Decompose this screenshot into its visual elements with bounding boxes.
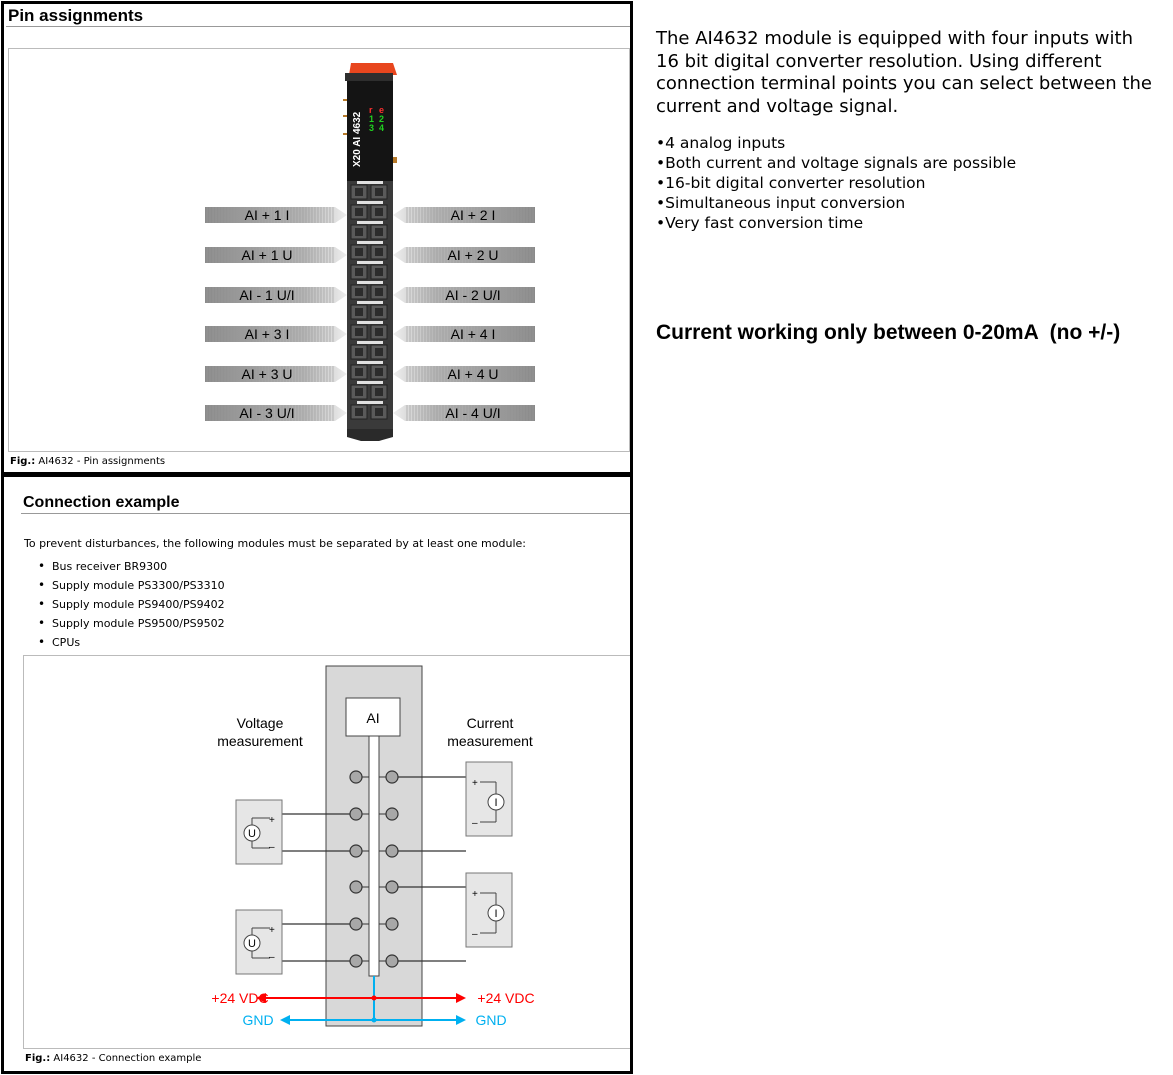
pin-label-right [393, 326, 535, 342]
terminal-hole [355, 208, 363, 216]
list-item: • CPUs [38, 633, 225, 652]
terminal-hole [375, 288, 383, 296]
conn-title-rule [21, 513, 631, 514]
terminal-point [350, 881, 362, 893]
pin-assignments-panel [1, 1, 633, 475]
terminal-point [350, 845, 362, 857]
minus-sign: – [472, 818, 478, 829]
i-symbol: I [494, 797, 498, 809]
terminal-hole [355, 328, 363, 336]
pin-label-left [205, 405, 347, 421]
terminal-hole [375, 188, 383, 196]
terminal-hole [355, 348, 363, 356]
list-item: • Supply module PS9400/PS9402 [38, 595, 225, 614]
terminal-clip [357, 201, 383, 204]
terminal-hole [375, 228, 383, 236]
terminal-hole [375, 328, 383, 336]
led-e: e [379, 105, 385, 115]
terminal-hole [375, 268, 383, 276]
terminal-point [350, 918, 362, 930]
pin-label-left [205, 366, 347, 382]
terminal-hole [355, 268, 363, 276]
pin-figure [8, 48, 630, 452]
pin-label-text: AI - 1 U/I [239, 287, 295, 303]
ai-label: AI [366, 710, 380, 726]
terminal-point [350, 808, 362, 820]
terminal-clip [357, 221, 383, 224]
terminal-clip [357, 401, 383, 404]
module-description: The AI4632 module is equipped with four inputs with 16 bit digital converter resolution. Using different connection terminal points you can select between the current and voltage signal. [656, 28, 1152, 117]
pin-label-text: AI - 2 U/I [445, 287, 501, 303]
terminal-hole [355, 288, 363, 296]
led-4: 4 [379, 123, 385, 133]
i-symbol: I [494, 908, 498, 920]
pin-assignment-diagram [9, 49, 629, 451]
right-pin-labels [393, 207, 535, 421]
voltage-label-1: Voltage [236, 715, 284, 731]
gnd-label-right: GND [475, 1012, 507, 1028]
current-label-1: Current [466, 715, 514, 731]
terminal-hole [355, 188, 363, 196]
terminal-hole [375, 248, 383, 256]
pin-label-text: AI + 1 I [244, 207, 290, 223]
feature-item: •Very fast conversion time [656, 214, 864, 232]
terminal-point [386, 808, 398, 820]
terminal-hole [375, 368, 383, 376]
module-label: X20 AI 4632 [352, 111, 363, 167]
terminal-point [386, 845, 398, 857]
terminal-clip [357, 361, 383, 364]
separation-intro: To prevent disturbances, the following modules must be separated by at least one module: [24, 537, 526, 550]
conn-caption-text: AI4632 - Connection example [50, 1053, 202, 1064]
current-source-2 [466, 873, 512, 947]
plus-sign: + [472, 889, 478, 900]
title-rule [6, 26, 630, 27]
terminal-clip [357, 381, 383, 384]
plus-sign: + [269, 815, 275, 826]
terminal-hole [375, 388, 383, 396]
terminal-point [386, 881, 398, 893]
voltage-source-2 [236, 910, 282, 974]
conn-caption-prefix: Fig.: [25, 1053, 51, 1064]
connection-example-panel [1, 474, 633, 1074]
left-pin-labels [205, 207, 347, 421]
minus-sign: – [269, 842, 275, 853]
terminal-hole [375, 348, 383, 356]
terminal-clip [357, 261, 383, 264]
plus-sign: + [472, 778, 478, 789]
pin-label-text: AI + 1 U [241, 247, 293, 263]
led-2: 2 [379, 114, 385, 124]
pin-label-text: AI + 2 U [447, 247, 499, 263]
feature-list [656, 133, 1156, 233]
voltage-label-2: measurement [217, 733, 303, 749]
minus-sign: – [472, 929, 478, 940]
terminal-point [386, 955, 398, 967]
supply-label-left: +24 VDC [211, 990, 269, 1006]
pin-label-text: AI + 4 I [450, 326, 496, 342]
supply-label-right: +24 VDC [477, 990, 535, 1006]
terminal-clip [357, 341, 383, 344]
minus-sign: – [269, 952, 275, 963]
voltage-source-1 [236, 800, 282, 864]
terminal-hole [375, 408, 383, 416]
terminal-hole [355, 248, 363, 256]
terminal-clip [357, 241, 383, 244]
pin-label-left [205, 287, 347, 303]
pin-label-text: AI + 4 U [447, 366, 499, 382]
ai-bus [369, 736, 379, 976]
led-1: 1 [369, 114, 375, 124]
x20-module-image [343, 63, 397, 441]
pin-label-right [393, 366, 535, 382]
pin-label-right [393, 405, 535, 421]
pin-label-right [393, 287, 535, 303]
connection-diagram [24, 656, 632, 1048]
conn-caption [25, 1053, 201, 1064]
terminal-point [386, 771, 398, 783]
current-label-2: measurement [447, 733, 533, 749]
pin-label-right [393, 207, 535, 223]
pin-label-text: AI + 3 U [241, 366, 293, 382]
u-symbol: U [248, 938, 256, 950]
list-item: • Supply module PS3300/PS3310 [38, 576, 225, 595]
separated-modules-list [38, 557, 225, 652]
pin-caption-prefix: Fig.: [10, 456, 36, 467]
terminal-hole [355, 368, 363, 376]
pin-label-text: AI - 4 U/I [445, 405, 501, 421]
gnd-label-left: GND [242, 1012, 274, 1028]
terminal-point [350, 955, 362, 967]
list-item: • Bus receiver BR9300 [38, 557, 225, 576]
u-symbol: U [248, 828, 256, 840]
list-item: • Supply module PS9500/PS9502 [38, 614, 225, 633]
led-3: 3 [369, 123, 375, 133]
connection-example-title: Connection example [23, 494, 180, 511]
pin-assignments-title: Pin assignments [8, 6, 144, 25]
terminal-hole [375, 208, 383, 216]
terminal-hole [355, 408, 363, 416]
pin-label-right [393, 247, 535, 263]
led-r: r [369, 105, 373, 115]
pin-label-left [205, 207, 347, 223]
terminal-clip [357, 321, 383, 324]
terminal-point [350, 771, 362, 783]
current-range-note: Current working only between 0-20mA (no +/-) [656, 321, 1121, 344]
pin-label-text: AI + 3 I [244, 326, 290, 342]
terminal-hole [355, 228, 363, 236]
terminal-hole [375, 308, 383, 316]
terminal-hole [355, 308, 363, 316]
feature-item: •16-bit digital converter resolution [656, 174, 926, 192]
pin-label-left [205, 247, 347, 263]
feature-item: •4 analog inputs [656, 134, 786, 152]
terminal-clip [357, 281, 383, 284]
terminal-point [386, 918, 398, 930]
feature-item: •Both current and voltage signals are possible [656, 154, 1017, 172]
pin-caption-text: AI4632 - Pin assignments [35, 456, 166, 467]
terminal-clip [357, 301, 383, 304]
pin-caption [10, 456, 165, 467]
pin-label-text: AI - 3 U/I [239, 405, 295, 421]
current-source-1 [466, 762, 512, 836]
terminal-hole [355, 388, 363, 396]
pin-label-text: AI + 2 I [450, 207, 496, 223]
terminal-clip [357, 181, 383, 184]
feature-item: •Simultaneous input conversion [656, 194, 906, 212]
pin-label-left [205, 326, 347, 342]
plus-sign: + [269, 925, 275, 936]
connection-figure [23, 655, 633, 1049]
